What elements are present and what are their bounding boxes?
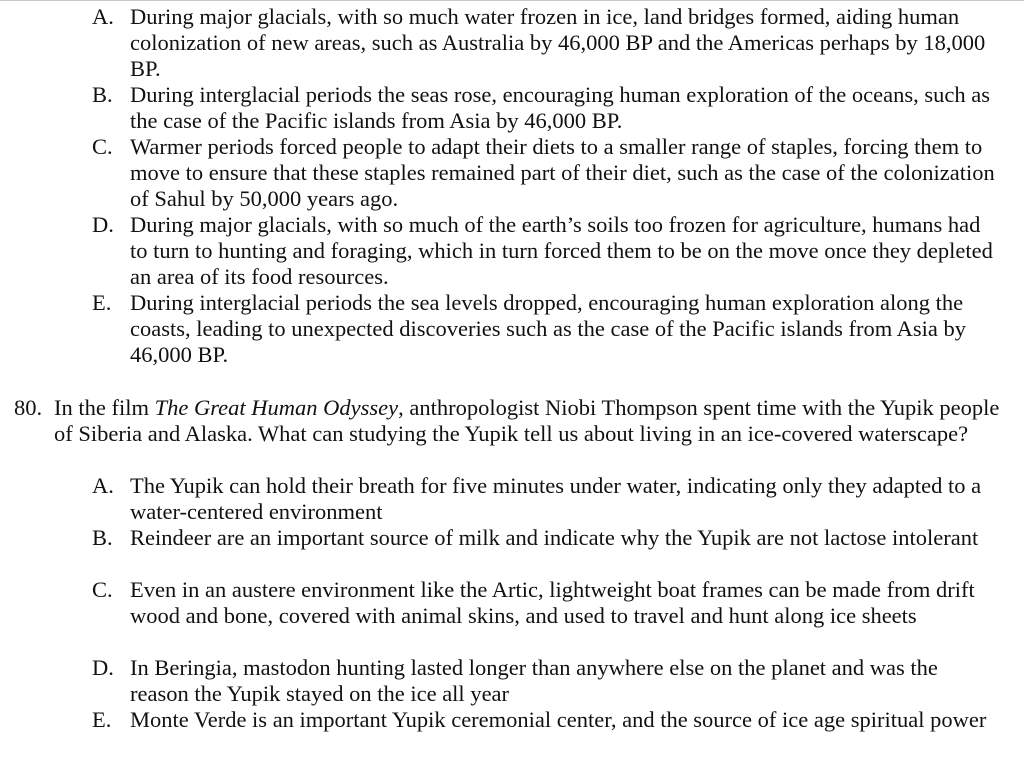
option-text: Monte Verde is an important Yupik ceremonial center, and the source of ice age spiritual power (130, 707, 987, 732)
option-text: Warmer periods forced people to adapt their diets to a smaller range of staples, forcing them to move to ensure that these staples remained part of their diet, such as the case of the colonization of Sahul by 50,000 years ago. (130, 134, 995, 211)
stem-before: In the film (54, 395, 155, 420)
option-text: In Beringia, mastodon hunting lasted longer than anywhere else on the planet and was the reason the Yupik stayed on the ice all year (130, 655, 938, 706)
option-letter: E. (92, 707, 112, 732)
option-letter: A. (92, 473, 114, 498)
option-text: Reindeer are an important source of milk and indicate why the Yupik are not lactose intolerant (130, 525, 979, 550)
option-text: During major glacials, with so much of the earth’s soils too frozen for agriculture, humans had to turn to hunting and foraging, which in turn forced them to be on the move once they depleted an area of its food resources. (130, 212, 993, 289)
option-letter: B. (92, 82, 113, 107)
option-text: During major glacials, with so much water frozen in ice, land bridges formed, aiding human colonization of new areas, such as Australia by 46,000 BP and the Americas perhaps by 18,000 BP. (130, 4, 986, 81)
option-text: Even in an austere environment like the Artic, lightweight boat frames can be made from drift wood and bone, covered with animal skins, and used to travel and hunt along ice sheets (130, 577, 975, 628)
question-number: 80. (14, 395, 43, 420)
option-letter: B. (92, 525, 113, 550)
stem-after: , anthropologist Niobi Thompson spent time with the Yupik people of Siberia and Alaska. What can studying the Yupik tell us about living in an ice-covered waterscape? (54, 395, 1000, 446)
option-letter: A. (92, 4, 114, 29)
film-title: The Great Human Odyssey (154, 395, 399, 420)
page-top-edge (0, 0, 1024, 1)
question-stem (54, 395, 1002, 447)
option-letter: C. (92, 134, 113, 159)
option-text: During interglacial periods the seas rose, encouraging human exploration of the oceans, such as the case of the Pacific islands from Asia by 46,000 BP. (130, 82, 990, 133)
option-text: During interglacial periods the sea levels dropped, encouraging human exploration along the coasts, leading to unexpected discoveries such as the case of the Pacific islands from Asia by 46,000 BP. (130, 290, 967, 367)
option-letter: E. (92, 290, 112, 315)
option-letter: D. (92, 212, 114, 237)
option-text: The Yupik can hold their breath for five minutes under water, indicating only they adapted to a water-centered environment (130, 473, 982, 524)
option-letter: C. (92, 577, 113, 602)
option-letter: D. (92, 655, 114, 680)
